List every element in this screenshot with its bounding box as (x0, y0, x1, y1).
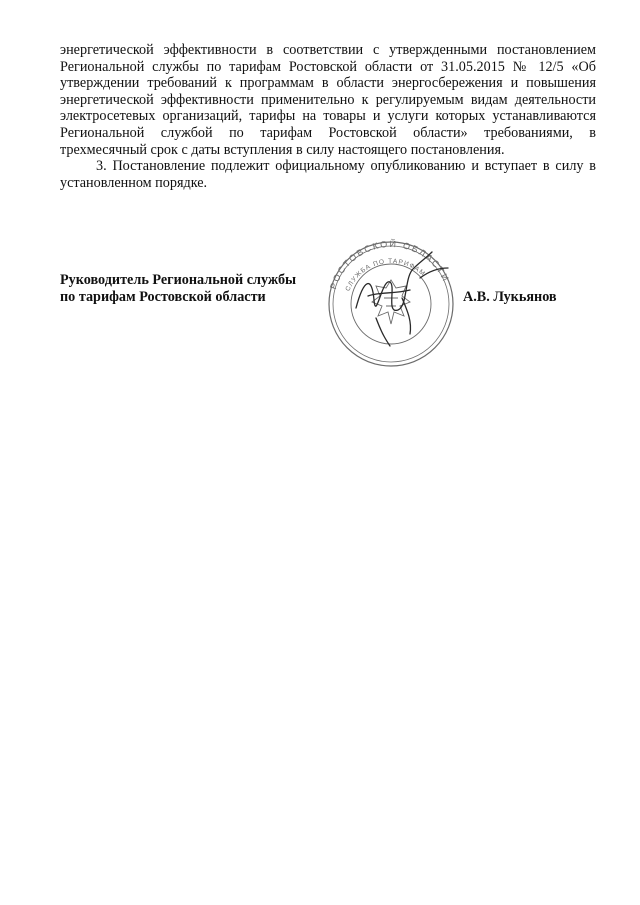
signatory-name: А.В. Лукьянов (463, 289, 557, 305)
document-body (60, 42, 596, 191)
signatory-position (60, 272, 296, 306)
seal-ring-text-outer: РОСТОВСКОЙ ОБЛАСТИ (328, 238, 452, 291)
paragraph-continuation: энергетической эффективности в соответствии с утвержденными постановлением Региональной службы по тарифам Ростовской области от 31.05.2015 № 12/5 «Об утверждении требований к программам в области энергосбережения и повышения энергетической эффективности применительно к регулируемым видам деятельности электросетевых организаций, тарифы на товары и услуги которых устанавливаются Региональной службой по тарифам Ростовской области» требованиями, в трехмесячный срок с даты вступления в силу настоящего постановления. (60, 42, 596, 158)
official-seal-with-signature (316, 238, 466, 368)
seal-ring-text-inner: СЛУЖБА ПО ТАРИФАМ (344, 257, 427, 293)
signatory-position-line-1: Руководитель Региональной службы (60, 272, 297, 288)
signatory-position-line-2: по тарифам Ростовской области (60, 289, 266, 305)
paragraph-clause-3: 3. Постановление подлежит официальному опубликованию и вступает в силу в установленном порядке. (60, 158, 596, 191)
svg-text:СЛУЖБА ПО ТАРИФАМ (345, 258, 427, 292)
